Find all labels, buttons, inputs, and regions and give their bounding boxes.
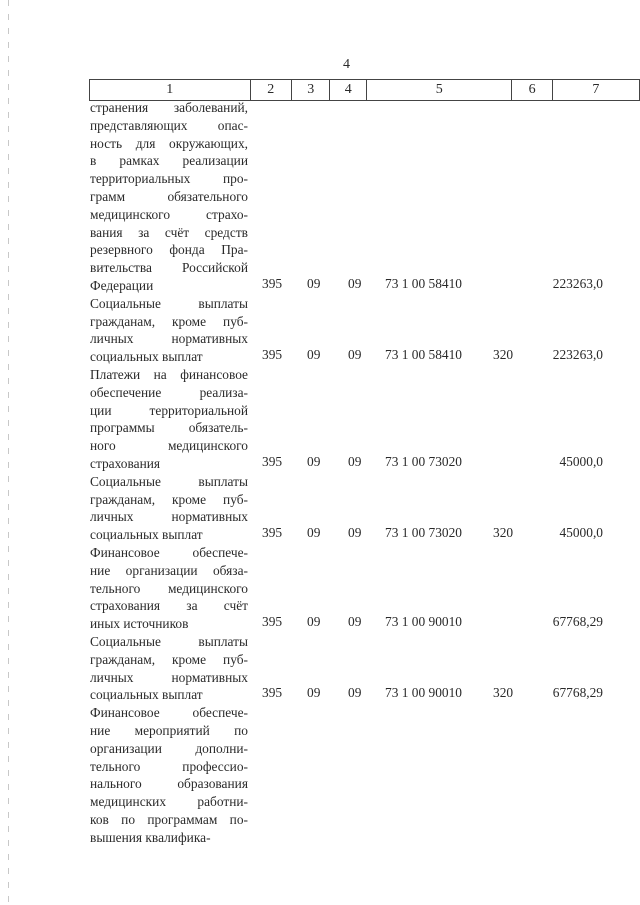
cell-col-7: 45000,0 [559,525,603,541]
cell-col-2: 395 [262,685,283,701]
description-line: тельного медицинского [90,580,248,596]
cell-col-7: 67768,29 [552,614,603,630]
table-row-description [90,295,248,366]
description-line: ние организации обяза- [90,562,248,578]
cell-col-7: 67768,29 [552,685,603,701]
cell-col-2: 395 [262,454,283,469]
column-header-5: 5 [367,80,512,101]
description-line: резервного фонда Пра- [90,242,248,258]
description-line: Социальные выплаты [90,634,248,649]
description-line: в рамках реализации [90,153,248,169]
description-line: гражданам, кроме пуб- [90,651,248,667]
column-header-2: 2 [250,80,291,101]
table-row-description [90,366,248,473]
column-header-3: 3 [291,80,330,101]
description-line: грамм обязательного [90,188,248,204]
cell-col-2: 395 [262,347,283,363]
cell-col-6: 320 [493,347,514,363]
cell-col-5: 73 1 00 73020 [385,454,462,469]
cell-col-5: 73 1 00 58410 [385,276,462,291]
cell-col-7: 223263,0 [552,276,603,291]
cell-col-4: 09 [348,454,362,469]
description-line: страхования за счёт [90,598,248,614]
cell-col-3: 09 [307,347,321,363]
description-line: ного медицинского [90,438,248,454]
cell-col-4: 09 [348,347,362,363]
description-line: территориальных про- [90,171,248,187]
table-row-description [90,544,248,633]
description-line: вительства Российской [90,260,248,276]
cell-col-7: 223263,0 [552,347,603,363]
column-header-4: 4 [330,80,367,101]
description-line: гражданам, кроме пуб- [90,491,248,507]
description-line: Платежи на финансовое [90,367,248,382]
cell-col-5: 73 1 00 73020 [385,525,462,541]
column-header-table [89,79,640,101]
table-row-description [90,99,248,295]
description-line: программы обязатель- [90,420,248,436]
description-line: ции территориальной [90,402,248,418]
description-line: социальных выплат [90,527,203,543]
description-line: вышения квалифика- [90,829,211,845]
cell-col-5: 73 1 00 90010 [385,614,462,630]
description-line: представляющих опас- [90,117,248,133]
cell-col-4: 09 [348,685,362,701]
table-row-description [90,704,248,846]
description-line: вания за счёт средств [90,224,248,240]
description-line: медицинских работни- [90,794,248,810]
description-line: организации дополни- [90,740,248,756]
description-line: иных источников [90,616,189,632]
cell-col-3: 09 [307,525,321,541]
description-line: обеспечение реализа- [90,384,248,400]
description-line: тельного профессио- [90,758,248,774]
description-line: медицинского страхо- [90,206,248,222]
description-line: ние мероприятий по [90,722,248,738]
description-line: страхования [90,455,161,471]
column-header-7: 7 [552,80,639,101]
page-number: 4 [343,57,350,72]
description-line: ность для окружающих, [90,135,248,151]
cell-col-5: 73 1 00 58410 [385,347,462,363]
cell-col-6: 320 [493,685,514,701]
description-line: социальных выплат [90,687,203,703]
column-header-6: 6 [512,80,552,101]
cell-col-2: 395 [262,276,283,291]
cell-col-5: 73 1 00 90010 [385,685,462,701]
column-header-row [90,80,640,101]
cell-col-3: 09 [307,685,321,701]
description-line: гражданам, кроме пуб- [90,313,248,329]
description-line: Финансовое обеспече- [90,705,248,721]
table-row-description [90,633,248,704]
description-line: личных нормативных [90,669,248,685]
cell-col-3: 09 [307,614,321,630]
description-line: нального образования [90,776,248,792]
description-line: Социальные выплаты [90,473,248,489]
cell-col-3: 09 [307,276,321,291]
cell-col-2: 395 [262,614,283,630]
cell-col-4: 09 [348,614,362,630]
scan-margin-line [8,0,9,905]
description-line: Федерации [90,277,154,293]
cell-col-3: 09 [307,454,321,469]
cell-col-4: 09 [348,276,362,291]
cell-col-6: 320 [493,525,514,541]
description-line: ков по программам по- [90,811,248,827]
description-line: социальных выплат [90,349,203,365]
description-line: личных нормативных [90,331,248,347]
cell-col-7: 45000,0 [559,454,603,469]
column-header-1: 1 [90,80,251,101]
table-row-description [90,473,248,544]
description-line: личных нормативных [90,509,248,525]
cell-col-4: 09 [348,525,362,541]
cell-col-2: 395 [262,525,283,541]
description-line: Финансовое обеспече- [90,545,248,560]
description-line: странения заболеваний, [90,100,248,115]
description-line: Социальные выплаты [90,295,248,311]
